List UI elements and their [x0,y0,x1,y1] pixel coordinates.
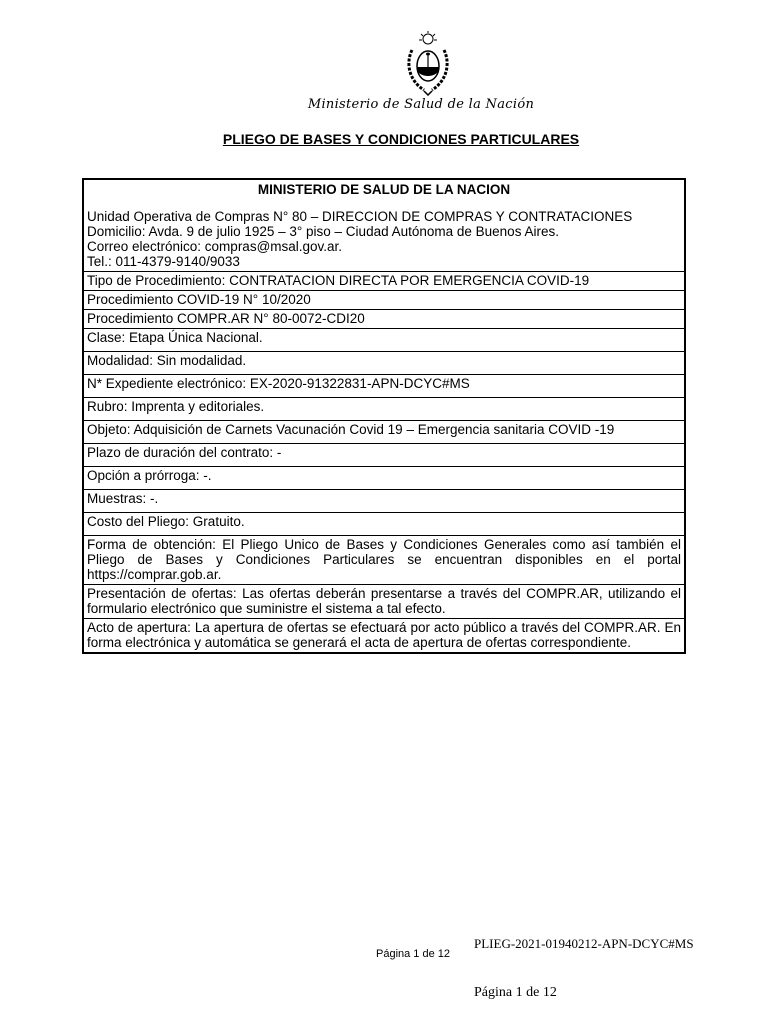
table-row [83,329,685,352]
forma-obtencion-cell: Forma de obtención: El Pliego Unico de Bases y Condiciones Generales como así también el Pliego de Bases y Condiciones Particulares se encuentran disponibles en el portal https://comprar.gob.ar. [83,536,685,585]
modalidad-cell: Modalidad: Sin modalidad. [83,352,685,375]
procedimiento-comprar-cell: Procedimiento COMPR.AR N° 80-0072-CDI20 [83,310,685,329]
coat-of-arms-seal [406,30,450,96]
table-row [83,398,685,421]
expediente-cell: N* Expediente electrónico: EX-2020-91322831-APN-DCYC#MS [83,375,685,398]
page-number: Página 1 de 12 [474,985,557,1000]
table-row [83,513,685,536]
tipo-cell: Tipo de Procedimiento: CONTRATACION DIRECTA POR EMERGENCIA COVID-19 [83,272,685,291]
acto-apertura-cell: Acto de apertura: La apertura de ofertas se efectuará por acto público a través del COMPR.AR. En forma electrónica y automática se generará el acta de apertura de ofertas correspondiente. [83,619,685,654]
ministry-line: Ministerio de Salud de la Nación [307,97,535,112]
table-row [83,272,685,291]
table-row [83,352,685,375]
document-reference: PLIEG-2021-01940212-APN-DCYC#MS [474,936,694,951]
table-row [83,585,685,619]
presentacion-cell: Presentación de ofertas: Las ofertas deberán presentarse a través del COMPR.AR, utilizando el formulario electrónico que suministre el sistema a tal efecto. [83,585,685,619]
domicilio-line: Domicilio: Avda. 9 de julio 1925 – 3° piso – Ciudad Autónoma de Buenos Aires. [87,224,559,239]
table-row [83,444,685,467]
document-title: PLIEGO DE BASES Y CONDICIONES PARTICULARES [222,131,580,147]
table-row [83,490,685,513]
conditions-table [82,178,686,654]
header-cell [83,179,685,272]
box-heading: MINISTERIO DE SALUD DE LA NACION [257,182,511,197]
prorroga-cell: Opción a prórroga: -. [83,467,685,490]
table-row [83,619,685,654]
table-row [83,375,685,398]
objeto-cell: Objeto: Adquisición de Carnets Vacunación Covid 19 – Emergencia sanitaria COVID -19 [83,421,685,444]
costo-cell: Costo del Pliego: Gratuito. [83,513,685,536]
page-number-small: Página 1 de 12 [376,948,451,960]
procedimiento-covid-cell: Procedimiento COVID-19 N° 10/2020 [83,291,685,310]
correo-line: Correo electrónico: compras@msal.gov.ar. [87,239,343,254]
table-row [83,179,685,272]
table-row [83,467,685,490]
clase-cell: Clase: Etapa Única Nacional. [83,329,685,352]
tel-line: Tel.: 011-4379-9140/9033 [87,254,240,269]
table-row [83,310,685,329]
muestras-cell: Muestras: -. [83,490,685,513]
table-row [83,291,685,310]
rubro-cell: Rubro: Imprenta y editoriales. [83,398,685,421]
table-row [83,536,685,585]
unidad-line: Unidad Operativa de Compras N° 80 – DIRECCION DE COMPRAS Y CONTRATACIONES [87,209,633,224]
table-row [83,421,685,444]
plazo-cell: Plazo de duración del contrato: - [83,444,685,467]
